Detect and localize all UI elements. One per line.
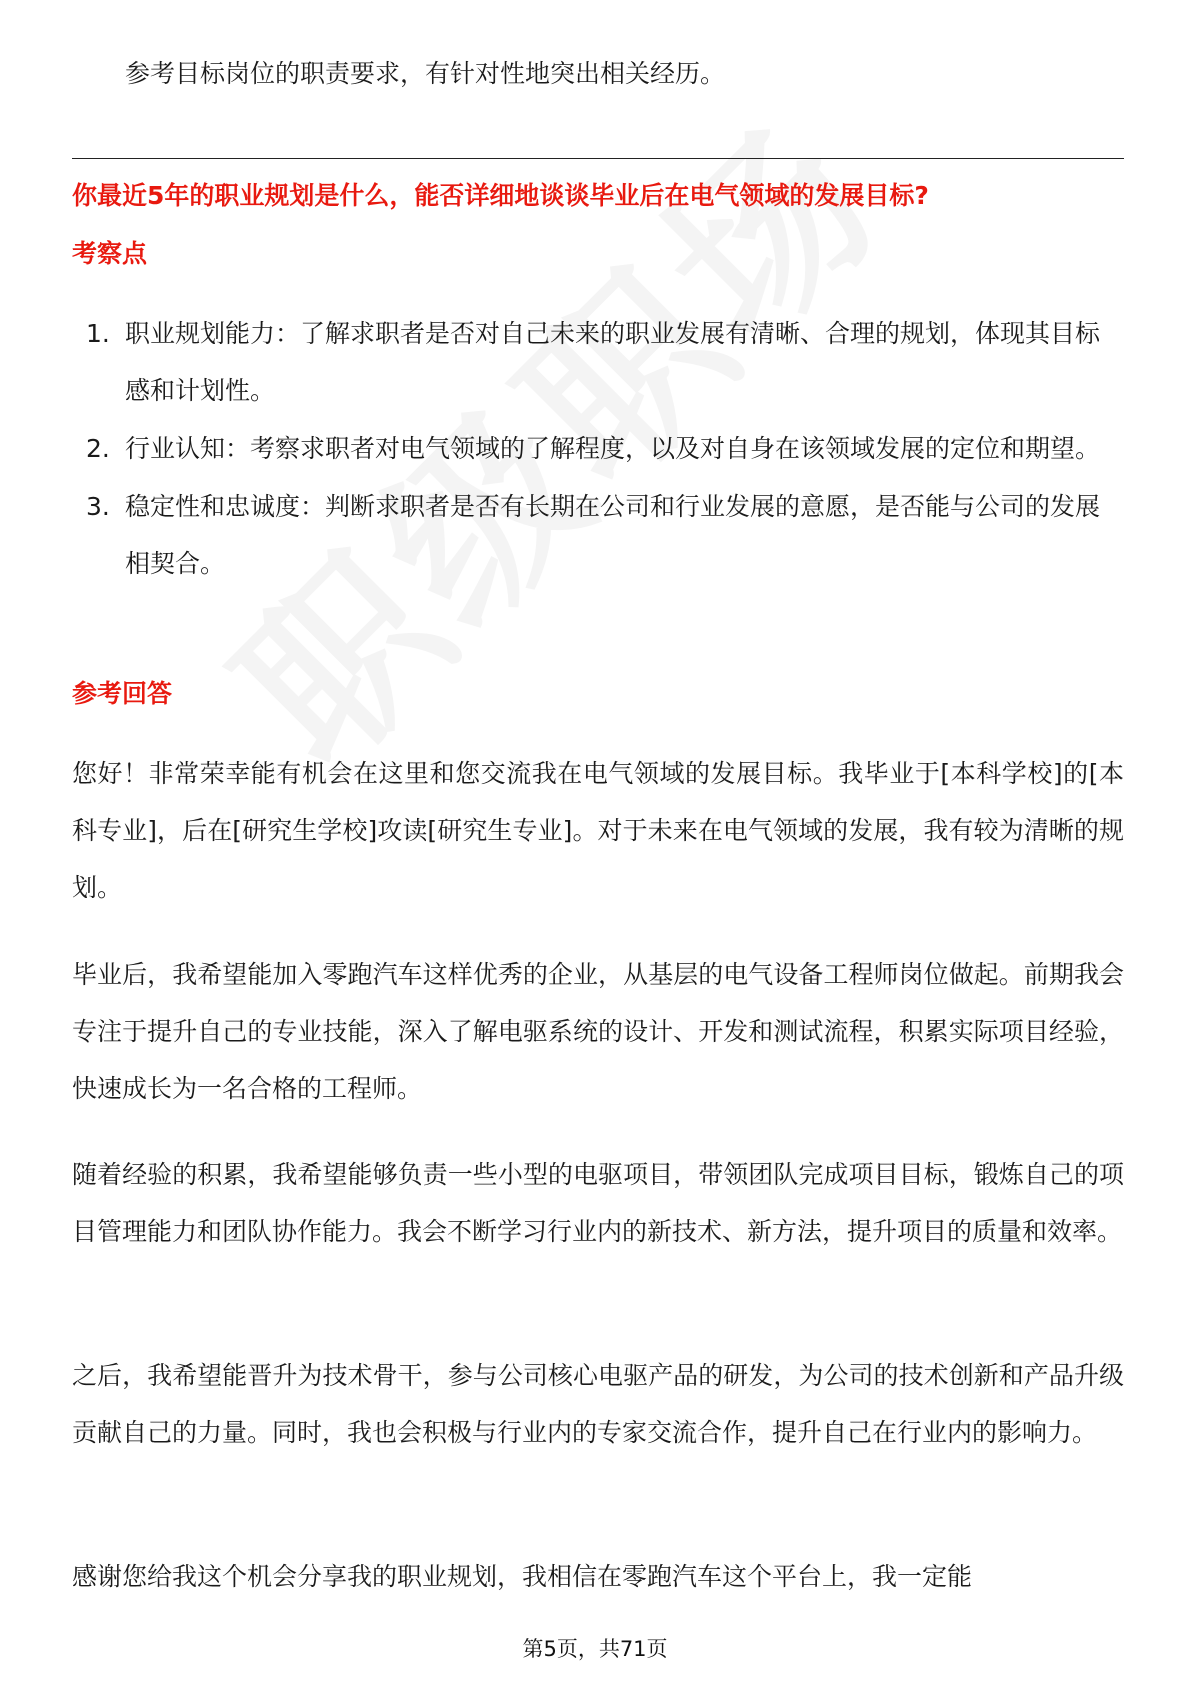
- list-item-number: 1.: [86, 319, 110, 348]
- list-item-number: 3.: [86, 492, 110, 521]
- carry-over-text: 参考目标岗位的职责要求，有针对性地突出相关经历。: [125, 59, 726, 88]
- page-footer: 第5页，共71页: [522, 1637, 668, 1661]
- points-list: [72, 305, 1124, 593]
- answer-paragraph: 您好！非常荣幸能有机会在这里和您交流我在电气领域的发展目标。我毕业于[本科学校]的[本科专业]，后在[研究生学校]攻读[研究生专业]。对于未来在电气领域的发展，我有较为清晰的规划。: [72, 759, 1124, 902]
- answer-paragraph: 随着经验的积累，我希望能够负责一些小型的电驱项目，带领团队完成项目目标，锻炼自己的项目管理能力和团队协作能力。我会不断学习行业内的新技术、新方法，提升项目的质量和效率。: [72, 1160, 1124, 1246]
- list-item: [72, 478, 1124, 592]
- question-heading: 你最近5年的职业规划是什么，能否详细地谈谈毕业后在电气领域的发展目标?: [72, 181, 929, 210]
- answer-paragraph: 毕业后，我希望能加入零跑汽车这样优秀的企业，从基层的电气设备工程师岗位做起。前期我会专注于提升自己的专业技能，深入了解电驱系统的设计、开发和测试流程，积累实际项目经验，快速成长为一名合格的工程师。: [72, 960, 1124, 1103]
- answer-paragraph: 之后，我希望能晋升为技术骨干，参与公司核心电驱产品的研发，为公司的技术创新和产品升级贡献自己的力量。同时，我也会积极与行业内的专家交流合作，提升自己在行业内的影响力。: [72, 1361, 1124, 1447]
- list-item-number: 2.: [86, 434, 110, 463]
- section-divider: [72, 158, 1124, 159]
- answer-section-title: 参考回答: [72, 679, 173, 708]
- list-item: [72, 420, 1124, 477]
- points-section-title: 考察点: [72, 239, 148, 268]
- list-item-text: 行业认知：考察求职者对电气领域的了解程度，以及对自身在该领域发展的定位和期望。: [125, 434, 1101, 463]
- list-item: [72, 305, 1124, 419]
- list-item-text: 职业规划能力：了解求职者是否对自己未来的职业发展有清晰、合理的规划，体现其目标感和计划性。: [125, 319, 1101, 405]
- answer-paragraph: 感谢您给我这个机会分享我的职业规划，我相信在零跑汽车这个平台上，我一定能: [72, 1562, 973, 1591]
- list-item-text: 稳定性和忠诚度：判断求职者是否有长期在公司和行业发展的意愿，是否能与公司的发展相契合。: [125, 492, 1101, 578]
